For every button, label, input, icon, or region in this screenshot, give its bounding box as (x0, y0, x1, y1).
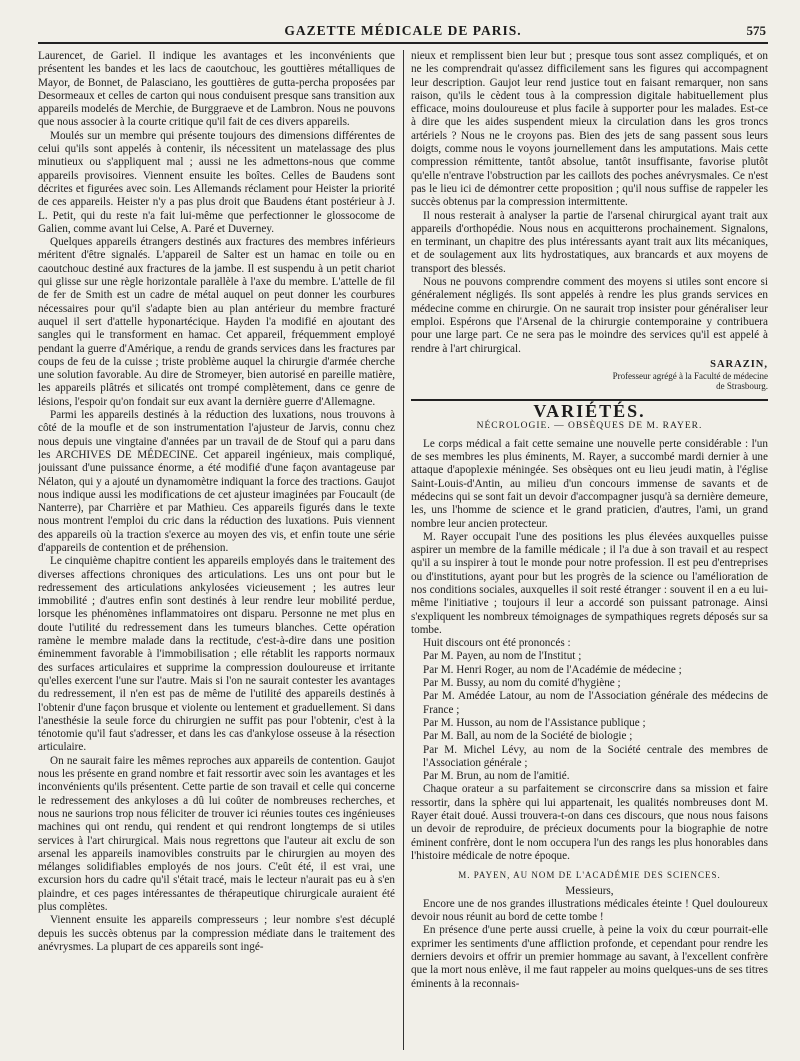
right-column (411, 50, 768, 1050)
page-number: 575 (746, 23, 766, 38)
list-item: Par M. Michel Lévy, au nom de la Société centrale des membres de l'Association générale ; (423, 743, 768, 769)
paragraph: Huit discours ont été prononcés : (423, 637, 571, 650)
speaker-list (411, 650, 768, 783)
list-item: Par M. Ball, au nom de la Société de biologie ; (423, 730, 633, 743)
paragraph: Parmi les appareils destinés à la réduction des luxations, nous trouvons à côté de la moufle et de son instrumentation l'ajusteur de Jarvis, connu chez nous depuis une vingtaine d'années par un travail de de Stouf qui a paru dans les ARCHIVES DE MÉDECINE. Cet appareil ingénieux, mais compliqué, jouissant d'une puissance énorme, a été modifié d'une façon avantageuse par Nélaton, qui y a ajouté un dynamomètre indiquant la force des tractions. Gaujot nous indique aussi les modifications de cet ajusteur imaginées par Foucault (de Nanterre), par Charrière et par Mathieu. Ces appareils figurés dans le texte nous montrent l'emploi du cric dans la réduction des luxations. Puis viennent des appareils où la traction s'exerce au moyen des vis, et enfin toute une série d'appareils de contention et de préhension. (38, 409, 395, 554)
column-divider (403, 50, 404, 1050)
list-item: Par M. Brun, au nom de l'amitié. (423, 770, 570, 783)
author-affiliation: de Strasbourg. (716, 381, 768, 392)
paragraph: Chaque orateur a su parfaitement se circonscrire dans sa mission et faire ressortir, dans la sphère qui lui appartenait, les qualités nombreuses dont M. Rayer était doué. Aussi trouvera-t-on dans ces discours, que nous nous faisons un devoir de reproduire, de précieux documents pour la biographie de notre éminent confrère, dont le nom occupera l'un des rangs les plus honorables dans l'histoire médicale de notre époque. (411, 783, 768, 862)
newspaper-page (38, 22, 768, 1052)
article-columns (38, 50, 768, 1050)
paragraph: Le corps médical a fait cette semaine une nouvelle perte considérable : l'un de ses membres les plus éminents, M. Rayer, a succombé mardi dernier à une attaque d'apoplexie méningée. Ses obsèques ont eu lieu jeudi matin, à l'église Saint-Louis-d'Antin, au milieu d'un concours immense de savants et de médecins qui se sont fait un devoir d'accompagner jusqu'à sa dernière demeure, les, uns l'homme de science et le grand praticien, d'autres, l'ami, un grand nombre leur ancien protecteur. (411, 437, 768, 530)
paragraph: Viennent ensuite les appareils compresseurs ; leur nombre s'est décuplé depuis les succès obtenus par la compression médiate dans le traitement des anévrysmes. La plupart de ces appareils sont ingé- (38, 914, 395, 953)
paragraph: Laurencet, de Gariel. Il indique les avantages et les inconvénients que présentent les bandes et les lacs de caoutchouc, les gouttières métalliques de Mayor, de Bonnet, de Palasciano, les gouttières de gutta-percha proposées par Desormeaux et celles de carton qui nous conduisent presque sans transition aux appareils modelés de Merchie, de Burggraeve et de Lambron. Nous ne pouvons que nous associer à la courte critique qu'il fait de ces divers appareils. (38, 50, 395, 129)
paragraph: On ne saurait faire les mêmes reproches aux appareils de contention. Gaujot nous les présente en grand nombre et fait ressortir avec soin les avantages et les inconvénients qu'ils présentent. Cette partie de son travail et celle qui concerne le redressement des ankyloses a dû lui coûter de nombreuses recherches, et nous ne saurions trop nous féliciter de trouver ici réunies toutes ces ingénieuses machines qui ont rendu, qui rendent et qui rendront longtemps de si utiles services à l'art chirurgical. Mais nous regrettons que l'auteur ait exclu de son arsenal les appareils inamovibles construits par le chirurgien au moyen des mélanges solidifiables employés de nos jours. C'eût été, il est vrai, une excursion hors du cadre qu'il s'était tracé, mais le lecteur n'aurait pas eu à s'en plaindre, et ces pages intéressantes de thérapeutique chirurgicale auraient été plus complètes. (38, 754, 395, 913)
paragraph: Il nous resterait à analyser la partie de l'arsenal chirurgical ayant trait aux appareils d'orthopédie. Nous nous en acquitterons prochainement. Signalons, en terminant, un chapitre des plus intéressants ayant trait aux lits mécaniques, et de soulagement aux lits hydrostatiques, aux brancards et aux moyens de transport des blessés. (411, 209, 768, 275)
list-item: Par M. Payen, au nom de l'Institut ; (423, 650, 582, 663)
paragraph: Nous ne pouvons comprendre comment des moyens si utiles sont encore si généralement négligés. Ils sont appelés à rendre les plus grands services en médecine comme en chirurgie. On ne saurait trop insister pour généraliser leur emploi. Espérons que l'Arsenal de la chirurgie contemporaine y contribuera pour une large part. Ce ne sera pas le moindre des services qu'il est appelé à rendre à l'art chirurgical. (411, 276, 768, 355)
paragraph: Quelques appareils étrangers destinés aux fractures des membres inférieurs méritent d'être signalés. L'appareil de Salter est un hamac en toile ou en caoutchouc destiné aux fractures de la jambe. Il est suspendu à un petit chariot qui glisse sur une règle horizontale parallèle à l'axe du membre. L'attelle de fil de fer de Smith est un cadre de métal auquel on peut donner les courbures nécessaires pour qu'il s'adapte bien au plan antérieur du membre fracturé auquel il sert d'attelle hyponartécique. Hayden l'a modifié en ajoutant des sangles qui le transforment en hamac. Cet appareil, fréquemment employé pendant la guerre d'Amérique, a rendu de grands services dans les fractures par coups de feu de la cuisse ; triste problème auquel la chirurgie d'armée cherche une solution favorable. Au dire de Stromeyer, bien autorisé en pareille matière, les appareils plâtrés et silicatés ont trompé complètement, dans ce genre de lésions, l'espoir qu'on fondait sur eux avant la dernière guerre d'Allemagne. (38, 236, 395, 408)
list-item: Par M. Henri Roger, au nom de l'Académie de médecine ; (423, 663, 682, 676)
list-item: Par M. Bussy, au nom du comité d'hygiène ; (423, 677, 621, 690)
paragraph: nieux et remplissent bien leur but ; presque tous sont assez compliqués, et on ne les comprendrait qu'assez difficilement sans les figures qui accompagnent leur description. Gaujot leur rend justice tout en faisant remarquer, non sans raison, qu'ils le cèdent tous à la compression digitale habituellement plus efficace, moins douloureuse et plus facile à supporter pour les malades. Est-ce à dire que les aides suspendent mieux la circulation dans les gros troncs artériels ? Nous ne le croyons pas. Bien des jets de sang passent sous leurs doigts, comme nous le voyons journellement dans les amputations. Mais cette compression rémittente, tantôt absolue, tantôt insuffisante, favorise plutôt qu'elle n'entrave l'obstruction par les caillots des poches anévrysmales. Ce n'est pas le lieu ici de démontrer cette proposition ; qu'il nous suffise de rappeler les succès obtenus par la compression intermittente. (411, 50, 768, 209)
paragraph: Le cinquième chapitre contient les appareils employés dans le traitement des diverses affections chroniques des articulations. Les uns ont pour but le redressement des articulations ankylosées vicieusement ; les autres leur immobilité ; d'autres enfin sont destinés à leur rendre leur mobilité perdue, lorsque les phénomènes inflammatoires ont disparu. Personne ne met plus en doute l'utilité du redressement dans les tumeurs blanches. Cette opération ramène le membre malade dans la rectitude, c'est-à-dire dans une position éminemment favorable à l'immobilisation ; elle rétablit les rapports normaux des surfaces articulaires et supprime la compression douloureuse et irritante qu'elles exercent l'une sur l'autre. Mais si l'on ne saurait contester les avantages du redressement, il n'en est pas de même de l'utilité des appareils destinés à l'obtenir d'une façon brusque et violente ou lentement et graduellement. Si dans l'anesthésie la seule force du chirurgien ne suffit pas pour l'obtenir, c'est à la ténotomie qu'il faut s'adresser, et dans les cas d'ankylose osseuse à la résection articulaire. (38, 555, 395, 754)
author-name: SARAZIN, (710, 358, 768, 370)
page-header (38, 22, 768, 44)
section-title: VARIÉTÉS. (411, 399, 768, 418)
list-item: Par M. Husson, au nom de l'Assistance publique ; (423, 716, 646, 729)
author-role: Professeur agrégé à la Faculté de médecine (612, 371, 768, 382)
list-item: Par M. Amédée Latour, au nom de l'Association générale des médecins de France ; (423, 690, 768, 716)
paragraph: Moulés sur un membre qui présente toujours des dimensions différentes de celui qu'ils sont appelés à contenir, ils nécessitent un matelassage des plus minutieux ou s'appliquent mal ; aussi ne les admettons-nous que comme appareils provisoires. Viennent ensuite les boîtes. Celles de Baudens sont décrites et figurées avec soin. Les Allemands réclament pour Heister la priorité de ces appareils. Heister n'y a pas plus droit que Baudens étant postérieur à J. L. Petit, qui du reste n'a fait lui-même que perfectionner le glossocome de Galien, comme avant lui Celse, A. Paré et Duverney. (38, 129, 395, 235)
speech-heading: M. PAYEN, AU NOM DE L'ACADÉMIE DES SCIENCES. (458, 870, 721, 881)
salutation: Messieurs, (565, 884, 614, 897)
left-column (38, 50, 395, 1050)
author-signature (411, 358, 768, 391)
paragraph: En présence d'une perte aussi cruelle, à peine la voix du cœur pourrait-elle exprimer les sentiments d'une affliction profonde, et cependant pour rendre les derniers devoirs et offrir un premier hommage au savant, à l'excellent confrère que la mort nous enlève, il me faut rappeler au moins quelques-uns de ses titres éminents à la reconnais- (411, 924, 768, 990)
journal-title: GAZETTE MÉDICALE DE PARIS. (284, 23, 522, 38)
paragraph: Encore une de nos grandes illustrations médicales éteinte ! Quel douloureux devoir nous réunit au bord de cette tombe ! (411, 897, 768, 924)
paragraph: M. Rayer occupait l'une des positions les plus élevées auxquelles puisse aspirer un membre de la famille médicale ; il l'a due à son travail et au respect qu'il a su inspirer à tout le monde pour notre profession. Il est peu d'entreprises ou d'institutions, ayant pour but les progrès de la science ou l'amélioration de nos conditions sociales, auxquelles il soit resté étranger : souvent il en a eu lui-même l'initiative ; toujours il leur a accordé son puissant patronage. Ainsi s'expliquent les nombreux témoignages de sympathiques regrets déposés sur sa tombe. (411, 530, 768, 636)
subsection-title: NÉCROLOGIE. — OBSÈQUES DE M. RAYER. (476, 421, 703, 432)
